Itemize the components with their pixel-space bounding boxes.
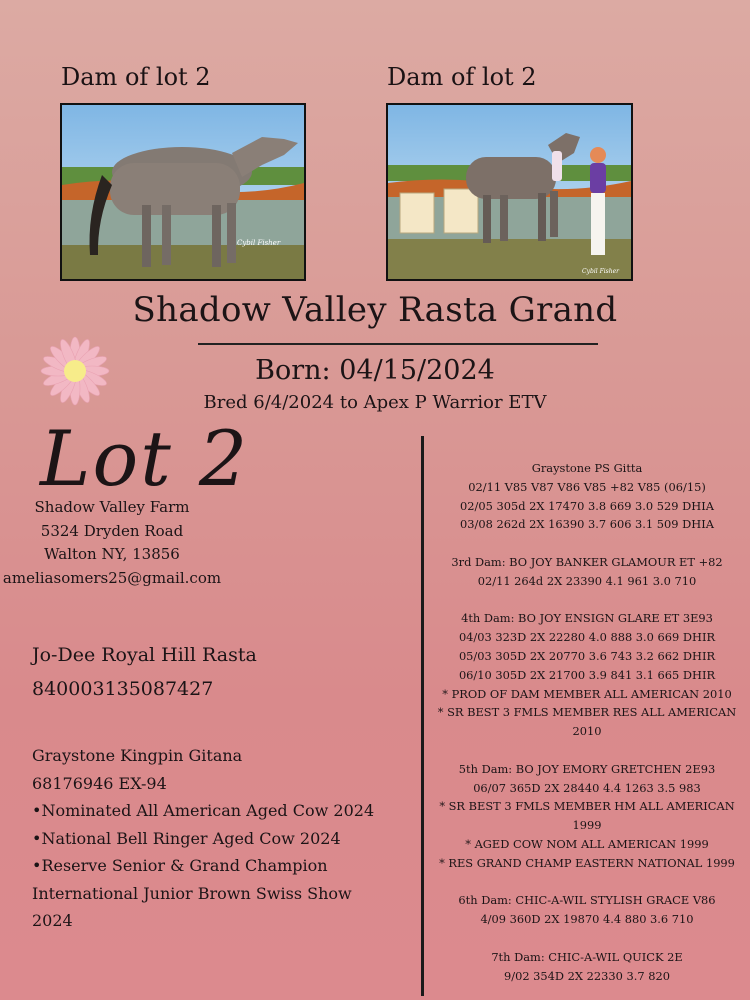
photo-2-label: Dam of lot 2 [387,63,537,91]
pedigree-line: 3rd Dam: BO JOY BANKER GLAMOUR ET +82 [451,554,723,569]
pedigree-spacer [428,741,746,760]
photo-1-signature: Cybil Fisher [237,239,281,247]
farm-email[interactable]: ameliasomers25@gmail.com [2,568,222,587]
sire-id: 840003135087427 [32,678,214,700]
pedigree-line: 4/09 360D 2X 19870 4.4 880 3.6 710 [480,912,694,927]
pedigree-spacer [428,534,746,553]
title-divider [198,343,598,345]
pedigree-line: 5th Dam: BO JOY EMORY GRETCHEN 2E93 [458,761,716,776]
farm-address: 5324 Dryden Road [40,521,184,540]
born-date: Born: 04/15/2024 [255,355,495,386]
pedigree-spacer [428,873,746,892]
pedigree-line: * RES GRAND CHAMP EASTERN NATIONAL 1999 [439,855,735,870]
dam-id: 68176946 EX-94 [32,773,167,793]
cow-handler-photo-illustration [388,105,631,279]
dam-block [32,742,412,935]
page-title: Shadow Valley Rasta Grand [132,290,618,330]
pedigree-spacer [428,591,746,610]
dam-award: •National Bell Ringer Aged Cow 2024 [32,828,341,848]
pedigree-line: 4th Dam: BO JOY ENSIGN GLARE ET 3E93 [461,611,713,626]
pedigree-line: 06/10 305D 2X 21700 3.9 841 3.1 665 DHIR [458,667,716,682]
column-divider [421,436,424,996]
pedigree-list [428,459,746,985]
photo-2-signature: Cybil Fisher [582,268,620,275]
pedigree-line: 02/11 V85 V87 V86 V85 +82 V85 (06/15) [468,479,706,494]
pedigree-line: * SR BEST 3 FMLS MEMBER HM ALL AMERICAN 1999 [439,799,735,833]
pedigree-line: Graystone PS Gitta [531,461,643,475]
bred-info: Bred 6/4/2024 to Apex P Warrior ETV [203,392,547,413]
pedigree-spacer [428,929,746,948]
cow-photo-illustration [62,105,304,279]
dam-award: •Reserve Senior & Grand Champion [32,856,328,875]
sire-block [32,638,257,706]
pedigree-line: 05/03 305D 2X 20770 3.6 743 3.2 662 DHIR [458,648,716,663]
dam-award: International Junior Brown Swiss Show [32,883,352,903]
pedigree-line: * SR BEST 3 FMLS MEMBER RES ALL AMERICAN 2010 [437,705,737,739]
pedigree-line: * AGED COW NOM ALL AMERICAN 1999 [465,836,709,851]
pedigree-line: 03/08 262d 2X 16390 3.7 606 3.1 509 DHIA [460,517,714,532]
pedigree-line: 7th Dam: CHIC-A-WIL QUICK 2E [491,949,683,964]
pedigree-line: 02/05 305d 2X 17470 3.8 669 3.0 529 DHIA [460,498,714,513]
sire-name: Jo-Dee Royal Hill Rasta [32,644,257,666]
pedigree-line: * PROD OF DAM MEMBER ALL AMERICAN 2010 [442,686,732,701]
farm-city: Walton NY, 13856 [44,545,180,563]
farm-name: Shadow Valley Farm [34,498,190,516]
dam-name: Graystone Kingpin Gitana [32,746,243,765]
pedigree-line: 02/11 264d 2X 23390 4.1 961 3.0 710 [477,573,697,588]
farm-info [0,496,224,590]
photo-1-label: Dam of lot 2 [61,63,211,91]
lot-number: Lot 2 [40,414,250,503]
pedigree-line: 04/03 323D 2X 22280 4.0 888 3.0 669 DHIR [458,630,716,645]
pedigree-line: 06/07 365D 2X 28440 4.4 1263 3.5 983 [473,780,701,795]
pedigree-line: 9/02 354D 2X 22330 3.7 820 [503,968,670,983]
dam-photo-2 [386,103,633,281]
pedigree-line: 6th Dam: CHIC-A-WIL STYLISH GRACE V86 [458,893,716,908]
dam-award: •Nominated All American Aged Cow 2024 [32,801,375,820]
dam-award: 2024 [32,911,73,930]
dam-photo-1 [60,103,306,281]
